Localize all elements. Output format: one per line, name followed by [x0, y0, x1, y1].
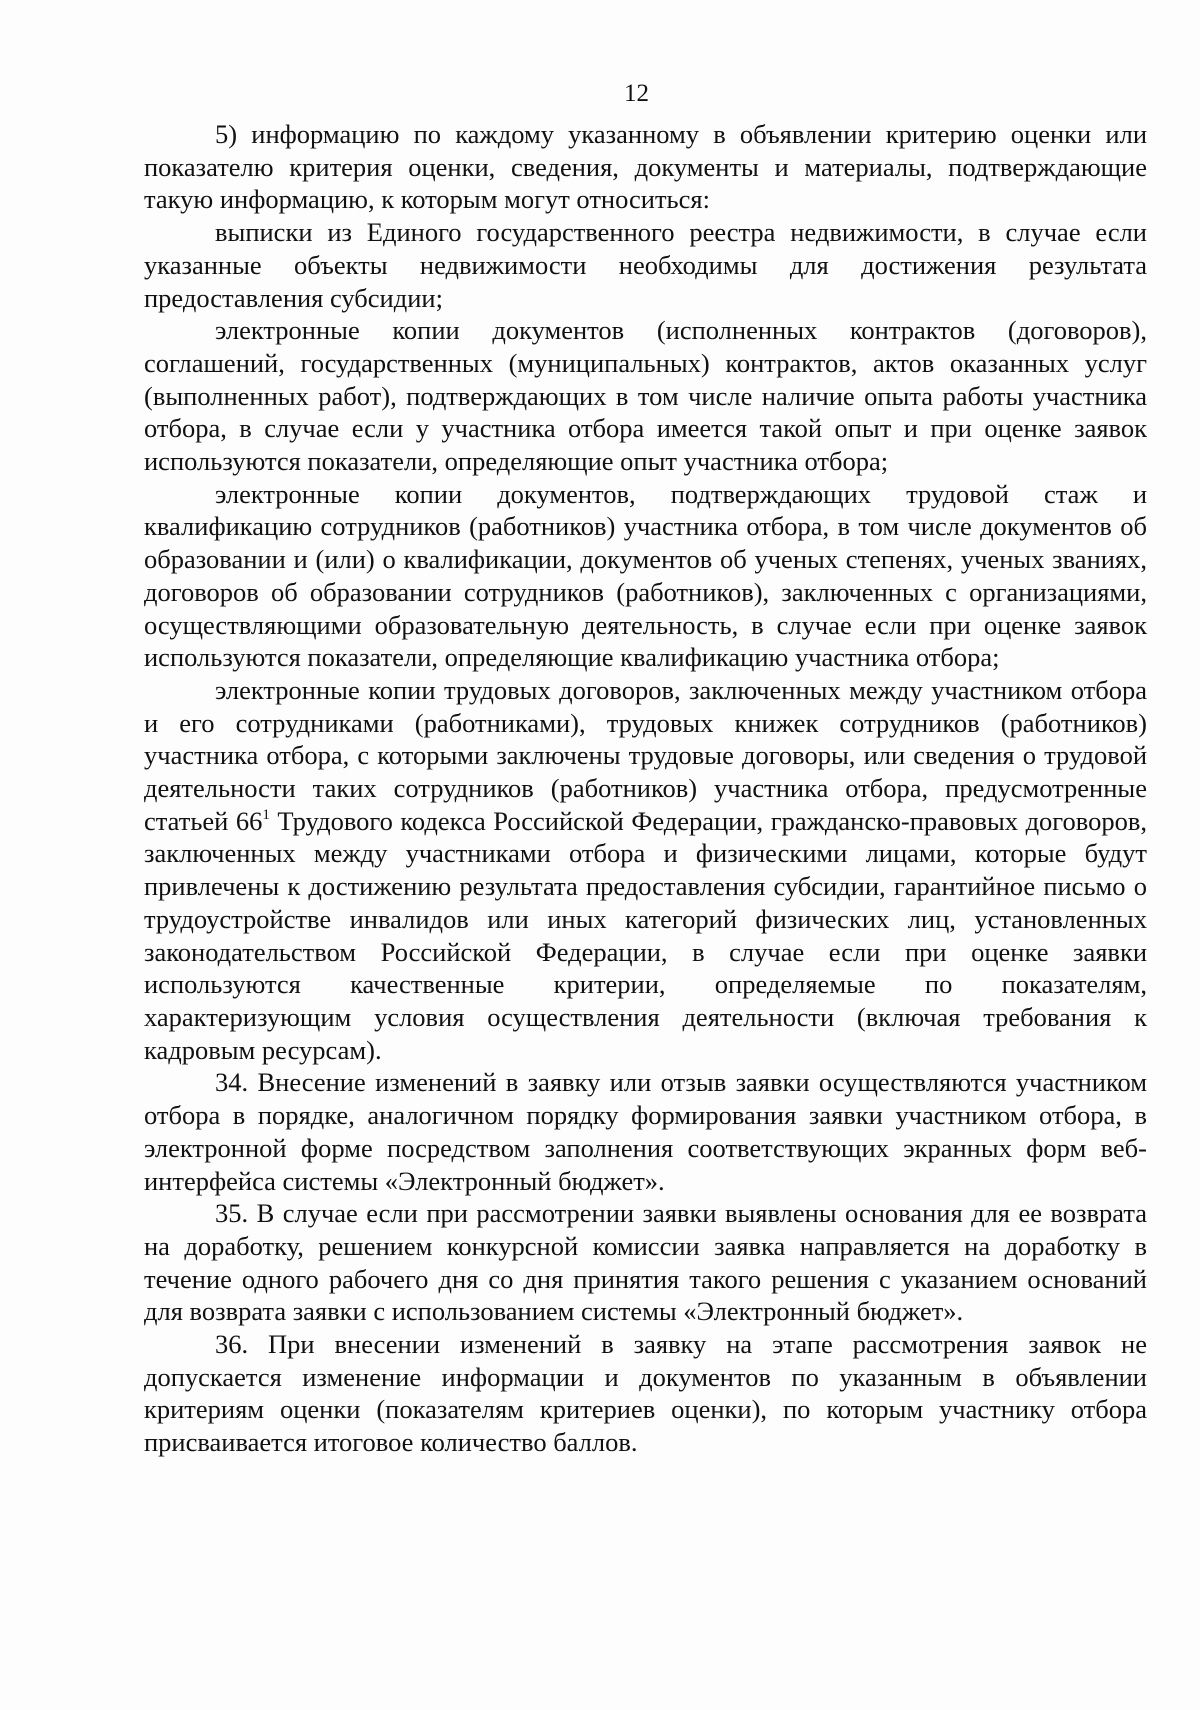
page-number: 12: [624, 80, 649, 107]
paragraph-qualification-copies: электронные копии документов, подтверждающих трудовой стаж и квалификацию сотрудников (работников) участника отбора, в том числе документов об образовании и (или) о квалификации, документов об ученых степенях, ученых званиях, договоров об образовании сотрудников (работников), заключенных с организациями, осуществляющими образовательную деятельность, в случае если при оценке заявок используются показатели, определяющие квалификацию участника отбора;: [144, 478, 1147, 673]
article-superscript: 1: [262, 806, 270, 823]
paragraph-contracts-copies: электронные копии документов (исполненных контрактов (договоров), соглашений, государственных (муниципальных) контрактов, актов оказанных услуг (выполненных работ), подтверждающих в том числе наличие опыта работы участника отбора, в случае если у участника отбора имеется такой опыт и при оценке заявок используются показатели, определяющие опыт участника отбора;: [144, 315, 1147, 477]
paragraph-item-5: 5) информацию по каждому указанному в объявлении критерию оценки или показателю критерия оценки, сведения, документы и материалы, подтверждающие такую информацию, к которым могут относиться:: [144, 119, 1147, 215]
document-body: [144, 118, 1147, 1459]
paragraph-35: 35. В случае если при рассмотрении заявки выявлены основания для ее возврата на доработку, решением конкурсной комиссии заявка направляется на доработку в течение одного рабочего дня со дня принятия такого решения с указанием оснований для возврата заявки с использованием системы «Электронный бюджет».: [144, 1198, 1147, 1327]
paragraph-labor-contracts-part-2: Трудового кодекса Российской Федерации, гражданско-правовых договоров, заключенных между участниками отбора и физическими лицами, которые будут привлечены к достижению результата предоставления субсидии, гарантийное письмо о трудоустройстве инвалидов или иных категорий физических лиц, установленных законодательством Российской Федерации, в случае если при оценке заявки используются качественные критерии, определяемые по показателям, характеризующим условия осуществления деятельности (включая требования к кадровым ресурсам).: [144, 805, 1147, 1065]
paragraph-34: 34. Внесение изменений в заявку или отзыв заявки осуществляются участником отбора в порядке, аналогичном порядку формирования заявки участником отбора, в электронной форме посредством заполнения соответствующих экранных форм веб-интерфейса системы «Электронный бюджет».: [144, 1067, 1147, 1196]
paragraph-labor-contracts-part-1: электронные копии трудовых договоров, заключенных между участником отбора и его сотрудниками (работниками), трудовых книжек сотрудников (работников) участника отбора, с которыми заключены трудовые договоры, или сведения о трудовой деятельности таких сотрудников (работников) участника отбора, предусмотренные статьей 66: [144, 674, 1147, 836]
paragraph-labor-contracts: [144, 674, 1147, 1066]
paragraph-36: 36. При внесении изменений в заявку на этапе рассмотрения заявок не допускается изменение информации и документов по указанным в объявлении критериям оценки (показателям критериев оценки), по которым участнику отбора присваивается итоговое количество баллов.: [144, 1329, 1147, 1458]
paragraph-egrn-extracts: выписки из Единого государственного реестра недвижимости, в случае если указанные объекты недвижимости необходимы для достижения результата предоставления субсидии;: [144, 217, 1147, 313]
